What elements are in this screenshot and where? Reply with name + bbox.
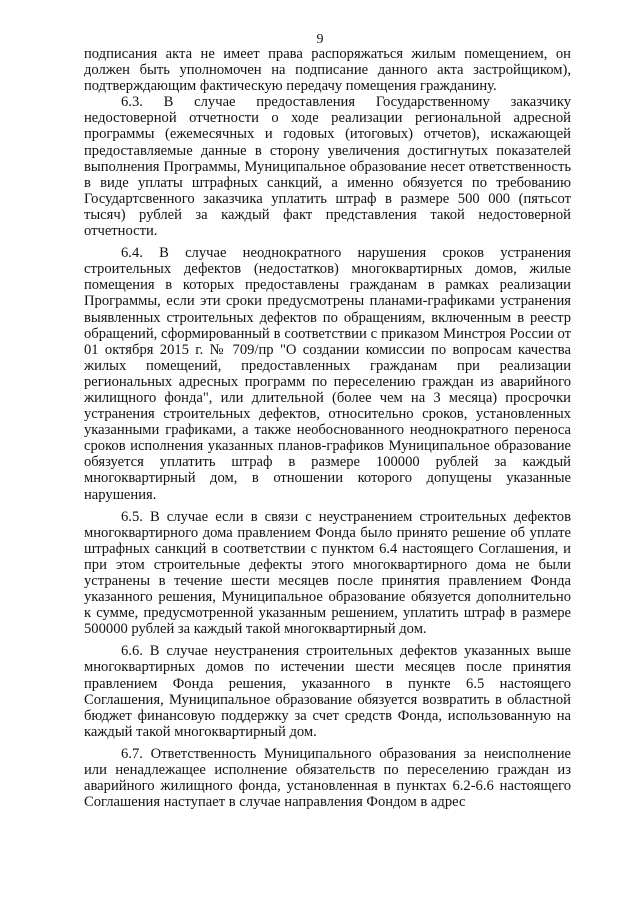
paragraph-6-6: 6.6. В случае неустранения строительных дефектов указанных выше многоквартирных домов по истечении шести месяцев после принятия правлением Фонда решения, указанного в пункте 6.5 настоящего Соглашения, Муниципальное образование обязуется возвратить в областной бюджет финансовую поддержку за счет средств Фонда, использованную на каждый такой многоквартирный дом. — [84, 643, 571, 740]
document-body — [84, 46, 571, 810]
paragraph-6-7: 6.7. Ответственность Муниципального образования за неисполнение или ненадлежащее исполнение обязательств по переселению граждан из аварийного жилищного фонда, установленная в пунктах 6.2-6.6 настоящего Соглашения наступает в случае направления Фондом в адрес — [84, 745, 571, 811]
paragraph-6-4: 6.4. В случае неоднократного нарушения сроков устранения строительных дефектов (недостатков) многоквартирных домов, жилые помещения в которых предоставлены гражданам в рамках реализации Программы, если эти сроки предусмотрены планами-графиками устранения выявленных строительных дефектов по обращениям, включенным в реестр обращений, сформированный в соответствии с приказом Минстроя России от 01 октября 2015 г. № 709/пр "О создании комиссии по вопросам качества жилых помещений, предоставленных гражданам при реализации региональных адресных программ по переселению граждан из аварийного жилищного фонда", или длительной (более чем на 3 месяца) просрочки устранения строительных дефектов, относительно сроков, установленных указанными графиками, а также необоснованного неоднократного переноса сроков исполнения указанных планов-графиков Муниципальное образование обязуется уплатить штраф в размере 100000 рублей за каждый многоквартирный дом, в отношении которого допущены указанные нарушения. — [84, 245, 571, 503]
paragraph-continuation: подписания акта не имеет права распоряжаться жилым помещением, он должен быть уполномочен на подписание данного акта застройщиком), подтверждающим фактическую передачу помещения гражданину. — [84, 46, 571, 95]
paragraph-6-3: 6.3. В случае предоставления Государственному заказчику недостоверной отчетности о ходе реализации региональной адресной программы (ежемесячных и годовых (итоговых) отчетов), искажающей предоставляемые данные в сторону увеличения достигнутых показателей выполнения Программы, Муниципальное образование несет ответственность в виде уплаты штрафных санкций, а именно обязуется по требованию Государтсвенного заказчика уплатить штраф в размере 500 000 (пятьсот тысяч) рублей за каждый факт представления такой недостоверной отчетности. — [84, 94, 571, 240]
page-number: 9 — [316, 32, 324, 47]
paragraph-6-5: 6.5. В случае если в связи с неустранением строительных дефектов многоквартирного дома правлением Фонда было принято решение об уплате штрафных санкций в соответствии с пунктом 6.4 настоящего Соглашения, и при этом строительные дефекты этого многоквартирного дома не были устранены в течение шести месяцев после принятия правлением Фонда указанного решения, Муниципальное образование обязуется дополнительно к сумме, предусмотренной указанным решением, уплатить штраф в размере 500000 рублей за каждый такой многоквартирный дом. — [84, 508, 571, 638]
